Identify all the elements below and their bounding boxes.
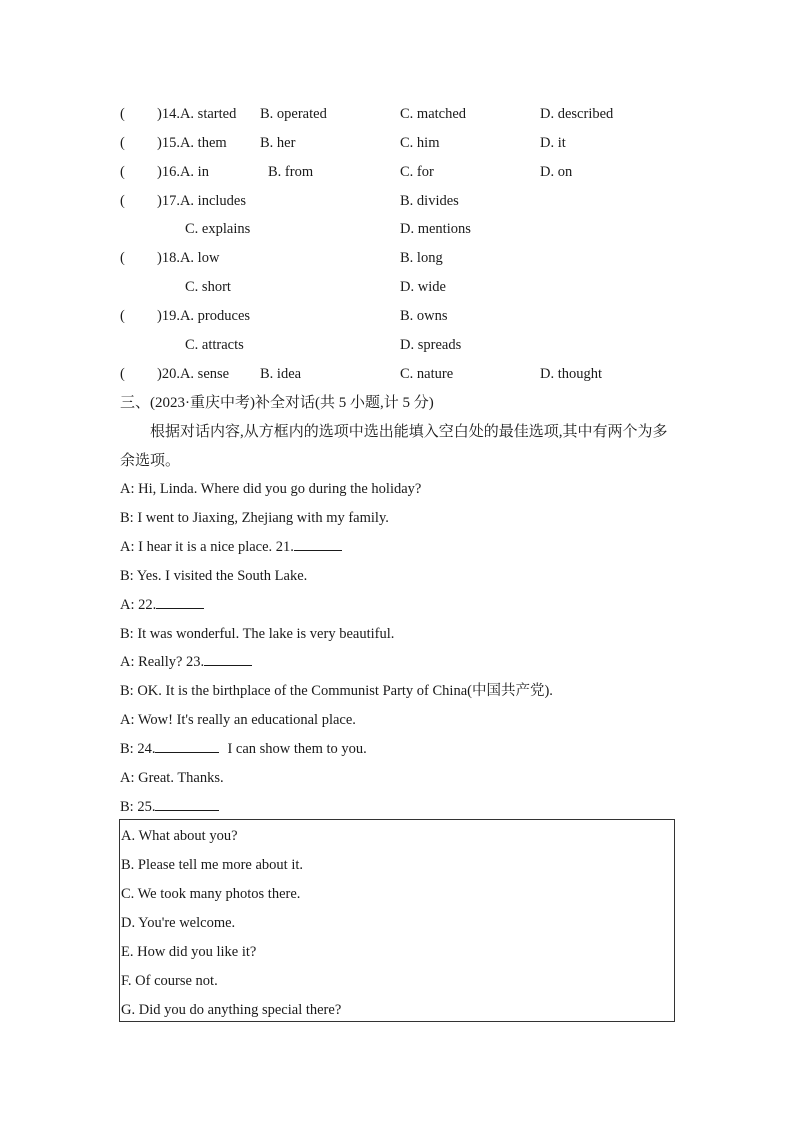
option-b: B. divides: [400, 193, 459, 209]
dialogue-line: [120, 737, 367, 761]
answer-paren: (: [120, 250, 125, 266]
option-b: B. operated: [260, 106, 327, 122]
option-item: A. What about you?: [121, 828, 238, 844]
question-options-continued: [0, 333, 793, 357]
option-c: C. for: [400, 164, 434, 180]
dialogue-text: B: 25.: [120, 799, 156, 815]
answer-paren: (: [120, 308, 125, 324]
dialogue-text: A: Hi, Linda. Where did you go during the holiday?: [120, 481, 422, 497]
option-b: B. idea: [260, 366, 302, 382]
question-row: [0, 304, 793, 328]
question-number-option-a: )19.A. produces: [157, 308, 251, 324]
question-row: [0, 131, 793, 155]
option-d: D. spreads: [400, 337, 462, 353]
answer-blank[interactable]: [155, 795, 219, 811]
option-item: C. We took many photos there.: [121, 886, 301, 902]
option-item: B. Please tell me more about it.: [121, 857, 304, 873]
option-c: C. nature: [400, 366, 454, 382]
dialogue-line: [120, 795, 219, 819]
question-number-option-a: )18.A. low: [157, 250, 220, 266]
question-number-option-a: )14.A. started: [157, 106, 237, 122]
question-number-option-a: )16.A. in: [157, 164, 209, 180]
section-heading: 三、(2023·重庆中考)补全对话(共 5 小题,计 5 分): [120, 395, 434, 411]
answer-blank[interactable]: [156, 593, 204, 609]
option-item: G. Did you do anything special there?: [121, 1002, 342, 1018]
options-box: [119, 819, 675, 1022]
option-d: D. it: [540, 135, 566, 151]
question-number-option-a: )20.A. sense: [157, 366, 230, 382]
question-options-continued: [0, 217, 793, 241]
dialogue-line: [120, 766, 224, 790]
question-number-option-a: )15.A. them: [157, 135, 227, 151]
dialogue-text: A: Great. Thanks.: [120, 770, 224, 786]
dialogue-line: [120, 564, 307, 588]
dialogue-text-after-blank: I can show them to you.: [227, 741, 367, 757]
option-c: C. matched: [400, 106, 467, 122]
option-d: D. mentions: [400, 221, 471, 237]
option-d: D. described: [540, 106, 614, 122]
answer-paren: (: [120, 106, 125, 122]
question-row: [0, 189, 793, 213]
dialogue-text: A: 22.: [120, 597, 157, 613]
question-row: [0, 160, 793, 184]
dialogue-text: B: 24.: [120, 741, 156, 757]
section-instruction: 根据对话内容,从方框内的选项中选出能填入空白处的最佳选项,其中有两个为多余选项。: [120, 424, 668, 469]
dialogue-line: [120, 506, 389, 530]
option-c: C. short: [185, 279, 231, 295]
answer-paren: (: [120, 366, 125, 382]
dialogue-text: B: OK. It is the birthplace of the Communist Party of China(中国共产党).: [120, 683, 553, 699]
answer-paren: (: [120, 164, 125, 180]
dialogue-text: B: Yes. I visited the South Lake.: [120, 568, 308, 584]
option-item: D. You're welcome.: [121, 915, 236, 931]
dialogue-text: A: I hear it is a nice place. 21.: [120, 539, 294, 555]
option-item: F. Of course not.: [121, 973, 218, 989]
question-number-option-a: )17.A. includes: [157, 193, 246, 209]
option-d: D. thought: [540, 366, 603, 382]
question-row: [0, 362, 793, 386]
option-b: B. long: [400, 250, 443, 266]
dialogue-line: [120, 477, 421, 501]
option-c: C. him: [400, 135, 440, 151]
option-b: B. from: [268, 164, 314, 180]
dialogue-text: A: Wow! It's really an educational place.: [120, 712, 356, 728]
answer-blank[interactable]: [204, 650, 252, 666]
question-row: [0, 102, 793, 126]
question-row: [0, 246, 793, 270]
option-d: D. on: [540, 164, 573, 180]
dialogue-line: [120, 650, 252, 674]
answer-paren: (: [120, 135, 125, 151]
answer-paren: (: [120, 193, 125, 209]
dialogue-text: A: Really? 23.: [120, 654, 205, 670]
dialogue-text: B: It was wonderful. The lake is very beautiful.: [120, 626, 395, 642]
option-b: B. her: [260, 135, 296, 151]
dialogue-line: [120, 679, 553, 703]
dialogue-line: [120, 593, 204, 617]
option-item: E. How did you like it?: [121, 944, 257, 960]
dialogue-text: B: I went to Jiaxing, Zhejiang with my family.: [120, 510, 389, 526]
dialogue-line: [120, 708, 356, 732]
option-c: C. attracts: [185, 337, 244, 353]
answer-blank[interactable]: [294, 535, 342, 551]
option-d: D. wide: [400, 279, 446, 295]
question-options-continued: [0, 275, 793, 299]
dialogue-line: [120, 622, 394, 646]
option-c: C. explains: [185, 221, 251, 237]
dialogue-line: [120, 535, 342, 559]
option-b: B. owns: [400, 308, 448, 324]
answer-blank[interactable]: [155, 737, 219, 753]
